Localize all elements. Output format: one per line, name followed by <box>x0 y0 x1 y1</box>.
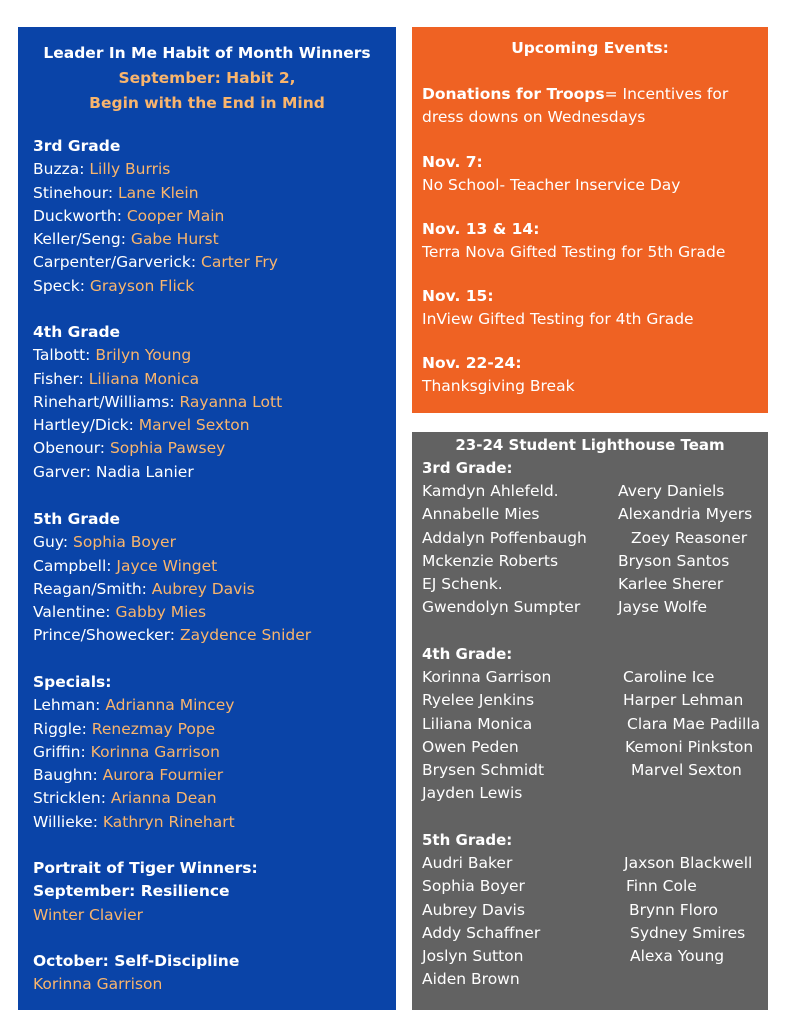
event-text: No School- Teacher Inservice Day <box>422 175 681 194</box>
student-name: Gabe Hurst <box>130 230 219 249</box>
specials-winners <box>33 671 235 834</box>
teacher-name: Keller/Seng: <box>33 230 126 249</box>
team-member: Caroline Ice <box>623 668 715 686</box>
lighthouse-grade4-left <box>422 666 551 806</box>
student-name: Sophia Pawsey <box>109 439 226 458</box>
student-name: Grayson Flick <box>89 276 195 295</box>
team-member: Joslyn Sutton <box>422 947 524 966</box>
habit-title-block <box>18 41 396 116</box>
team-member: Jayse Wolfe <box>618 598 707 617</box>
team-member: Alexandria Myers <box>618 505 753 524</box>
teacher-name: Fisher: <box>33 369 84 388</box>
event-item <box>422 352 762 397</box>
team-member: Liliana Monica <box>422 714 533 733</box>
specials-heading: Specials: <box>33 673 112 691</box>
lighthouse-grade5-heading: 5th Grade: <box>422 831 513 849</box>
student-name: Korinna Garrison <box>90 742 220 761</box>
event-item <box>422 83 762 128</box>
team-member: Jayden Lewis <box>422 784 523 803</box>
student-name: Aurora Fournier <box>102 766 224 785</box>
winner-row <box>33 694 235 717</box>
teacher-name: Hartley/Dick: <box>33 416 134 435</box>
teacher-name: Lehman: <box>33 696 101 715</box>
winner-row <box>33 555 311 578</box>
student-name: Lane Klein <box>117 183 199 202</box>
team-member: Jaxson Blackwell <box>624 854 753 872</box>
habit-subtitle-2: Begin with the End in Mind <box>89 94 325 112</box>
event-label: Nov. 15: <box>422 287 494 305</box>
teacher-name: Campbell: <box>33 556 112 575</box>
lighthouse-grade5-right <box>624 852 752 968</box>
winner-row <box>33 578 311 601</box>
winner-row <box>33 811 235 834</box>
team-member: Marvel Sexton <box>631 761 742 780</box>
event-item <box>422 218 762 263</box>
student-name: Gabby Mies <box>115 603 207 622</box>
teacher-name: Stricklen: <box>33 789 106 808</box>
grade3-winners <box>33 135 278 298</box>
winner-row <box>33 741 235 764</box>
october-winner: Korinna Garrison <box>33 975 163 994</box>
team-member: Sydney Smires <box>630 923 746 942</box>
team-member: Korinna Garrison <box>422 668 552 686</box>
team-member: Ryelee Jenkins <box>422 691 535 710</box>
teacher-name: Willieke: <box>33 812 98 831</box>
team-member: Finn Cole <box>626 877 697 896</box>
teacher-name: Duckworth: <box>33 206 122 225</box>
team-member: Gwendolyn Sumpter <box>422 598 581 617</box>
student-name: Rayanna Lott <box>179 392 283 411</box>
student-name: Renezmay Pope <box>91 719 216 738</box>
teacher-name: Buzza: <box>33 160 85 179</box>
teacher-name: Stinehour: <box>33 183 114 202</box>
student-name: Kathryn Rinehart <box>102 812 235 831</box>
team-member: Brysen Schmidt <box>422 761 545 780</box>
team-member: Kamdyn Ahlefeld. <box>422 482 559 500</box>
winner-row <box>33 437 282 460</box>
grade4-winners <box>33 321 282 484</box>
winner-row <box>33 182 278 205</box>
winner-row <box>33 158 278 181</box>
team-member: EJ Schenk. <box>422 575 503 594</box>
event-text: Thanksgiving Break <box>422 376 575 395</box>
winner-row <box>33 368 282 391</box>
student-name: Liliana Monica <box>88 369 200 388</box>
student-name: Sophia Boyer <box>73 533 176 552</box>
winner-row <box>33 601 311 624</box>
teacher-name: Griffin: <box>33 742 86 761</box>
teacher-name: Carpenter/Garverick: <box>33 253 197 272</box>
teacher-name: Garver: <box>33 462 91 481</box>
winner-row <box>33 228 278 251</box>
winner-row <box>33 275 278 298</box>
winner-row <box>33 624 311 647</box>
habit-title: Leader In Me Habit of Month Winners <box>43 44 371 62</box>
winner-row <box>33 391 282 414</box>
october-label: October: Self-Discipline <box>33 952 240 971</box>
student-name: Zaydence Snider <box>179 626 312 645</box>
lighthouse-grade4-right <box>623 666 760 782</box>
upcoming-events-panel <box>412 27 768 413</box>
student-name: Cooper Main <box>126 206 225 225</box>
teacher-name: Reagan/Smith: <box>33 579 147 598</box>
lighthouse-team-panel <box>412 432 768 1010</box>
teacher-name: Obenour: <box>33 439 106 458</box>
grade3-heading: 3rd Grade <box>33 137 121 155</box>
winner-row <box>33 461 282 484</box>
lighthouse-title <box>412 432 768 458</box>
portrait-winners <box>33 857 258 997</box>
winner-row <box>33 414 282 437</box>
lighthouse-title-text: 23-24 Student Lighthouse Team <box>455 436 725 454</box>
teacher-name: Rinehart/Williams: <box>33 392 175 411</box>
team-member: Addalyn Poffenbaugh <box>422 528 587 547</box>
winner-row <box>33 205 278 228</box>
student-name: Arianna Dean <box>110 789 217 808</box>
student-name: Nadia Lanier <box>95 462 194 481</box>
team-member: Addy Schaffner <box>422 923 541 942</box>
event-label: Nov. 13 & 14: <box>422 220 540 238</box>
event-text: = Incentives for dress downs on Wednesdays <box>422 85 729 126</box>
team-member: Kemoni Pinkston <box>625 737 754 756</box>
student-name: Jayce Winget <box>116 556 218 575</box>
teacher-name: Valentine: <box>33 603 111 622</box>
events-title-text: Upcoming Events: <box>511 39 669 57</box>
team-member: Alexa Young <box>630 947 725 966</box>
winner-row <box>33 787 235 810</box>
student-name: Lilly Burris <box>89 160 171 179</box>
student-name: Aubrey Davis <box>151 579 255 598</box>
team-member: Avery Daniels <box>618 482 725 500</box>
team-member: Brynn Floro <box>629 900 718 919</box>
grade4-heading: 4th Grade <box>33 323 121 341</box>
event-item <box>422 285 762 330</box>
team-member: Aiden Brown <box>422 970 520 989</box>
grade5-heading: 5th Grade <box>33 510 121 528</box>
winner-row <box>33 251 278 274</box>
winner-row <box>33 344 282 367</box>
teacher-name: Prince/Showecker: <box>33 626 176 645</box>
team-member: Harper Lehman <box>623 691 744 710</box>
student-name: Marvel Sexton <box>138 416 250 435</box>
team-member: Audri Baker <box>422 854 513 872</box>
winner-row <box>33 718 235 741</box>
team-member: Karlee Sherer <box>618 575 724 594</box>
student-name: Brilyn Young <box>95 346 192 365</box>
lighthouse-grade4-heading: 4th Grade: <box>422 645 513 663</box>
team-member: Annabelle Mies <box>422 505 540 524</box>
event-label: Nov. 22-24: <box>422 354 522 372</box>
teacher-name: Talbott: <box>33 346 91 365</box>
team-member: Aubrey Davis <box>422 900 525 919</box>
september-label: September: Resilience <box>33 882 230 901</box>
september-winner: Winter Clavier <box>33 905 144 924</box>
student-name: Carter Fry <box>201 253 278 272</box>
team-member: Owen Peden <box>422 737 519 756</box>
student-name: Adrianna Mincey <box>105 696 235 715</box>
teacher-name: Speck: <box>33 276 85 295</box>
habit-subtitle-1: September: Habit 2, <box>118 69 296 87</box>
team-member: Mckenzie Roberts <box>422 551 559 570</box>
habit-winners-panel <box>18 27 396 1010</box>
teacher-name: Riggle: <box>33 719 87 738</box>
lighthouse-grade3-heading: 3rd Grade: <box>422 459 513 477</box>
lighthouse-grade3-left <box>422 480 587 620</box>
event-text: InView Gifted Testing for 4th Grade <box>422 309 694 328</box>
team-member: Sophia Boyer <box>422 877 525 896</box>
event-item <box>422 151 762 196</box>
spacer <box>33 927 258 950</box>
event-label: Nov. 7: <box>422 153 483 171</box>
lighthouse-grade3-right <box>618 480 752 620</box>
lighthouse-grade5-left <box>422 852 540 992</box>
winner-row <box>33 764 235 787</box>
team-member: Zoey Reasoner <box>631 528 748 547</box>
team-member: Clara Mae Padilla <box>627 714 761 733</box>
event-text: Terra Nova Gifted Testing for 5th Grade <box>422 242 726 261</box>
teacher-name: Guy: <box>33 533 69 552</box>
grade5-winners <box>33 508 311 648</box>
teacher-name: Baughn: <box>33 766 98 785</box>
team-member: Bryson Santos <box>618 551 730 570</box>
events-title <box>412 36 768 61</box>
winner-row <box>33 531 311 554</box>
portrait-heading: Portrait of Tiger Winners: <box>33 859 258 877</box>
event-label: Donations for Troops <box>422 85 605 103</box>
